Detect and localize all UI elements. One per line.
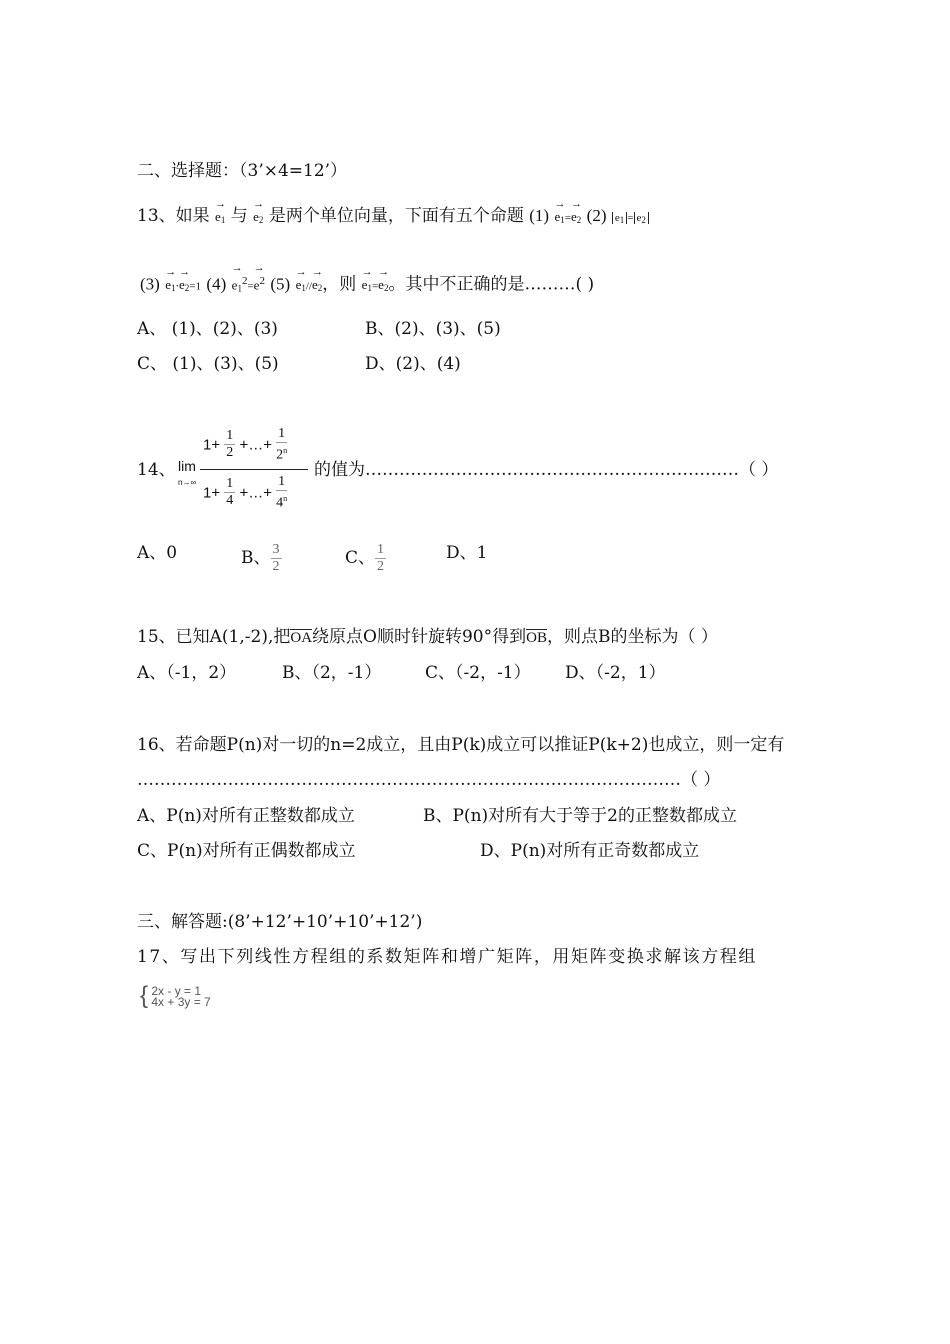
q16-option-c: C、P(n)对所有正偶数都成立 — [137, 841, 356, 861]
prop-5-c: → $e_1$ — [362, 274, 372, 299]
lim-numerator: 1+ $\frac{1}{2}$ +…+ $\frac{1}{2^n}$ — [203, 426, 288, 463]
lim-symbol: lim — [178, 458, 196, 474]
q14-option-a: A、0 — [137, 543, 178, 563]
q16-option-b: B、P(n)对所有大于等于2的正整数都成立 — [423, 806, 737, 826]
q13-and: 与 — [230, 206, 248, 226]
q15-stem: 15、已知A(1,-2),把OA绕原点O顺时针旋转90°得到OB，则点B的坐标为（ ） — [137, 627, 718, 647]
q14-option-c: C、 $\frac{1}{2}$ — [345, 542, 385, 574]
q16-stem-line-2: ……………………………………………………………………………………（ ） — [137, 770, 721, 790]
vector-e2: → $e_2$ — [253, 206, 263, 231]
q13-tail: 。其中不正确的是………( ) — [388, 274, 595, 295]
prop-4-eq: = — [247, 280, 254, 293]
q13-option-b: B、(2)、(3)、(5) — [365, 319, 501, 339]
numerator-pow: $\frac{1}{2^n}$ — [276, 426, 288, 463]
q17-equation-system: { 2x - y = 1 4x + 3y = 7 — [140, 982, 211, 1009]
q13-then: ，则 — [322, 274, 357, 295]
denominator-quarter: $\frac{1}{4}$ — [226, 476, 234, 509]
equation-2: 4x + 3y = 7 — [151, 995, 211, 1009]
prop-3-b: → $e_2$ — [179, 274, 189, 299]
q15-option-b: B、（2，-1） — [282, 663, 382, 683]
prop-1-rhs: → $e_2$ — [571, 206, 581, 231]
numerator-half: $\frac{1}{2}$ — [226, 428, 234, 461]
prop-4-label: (4) — [206, 274, 227, 294]
lim-subscript: n→∞ — [178, 478, 197, 487]
q16-option-d: D、P(n)对所有正奇数都成立 — [480, 841, 700, 861]
section-2-title: 二、选择题：（3’×4=12’） — [137, 161, 348, 181]
q13-option-a: A、 (1)、(2)、(3) — [137, 319, 278, 339]
q15-option-d: D、（-2，1） — [565, 663, 666, 683]
q14-number: 14、 — [137, 460, 176, 480]
option-c-fraction: $\frac{1}{2}$ — [377, 542, 385, 574]
option-b-fraction: $\frac{3}{2}$ — [272, 542, 280, 574]
q13-line-1 — [137, 205, 649, 231]
prop-2-eq: = — [627, 212, 634, 224]
q13-prefix: 13、如果 — [137, 206, 210, 226]
q16-option-a: A、P(n)对所有正整数都成立 — [137, 806, 355, 826]
vector-e1: → $e_1$ — [215, 206, 225, 231]
prop-5-a: → $e_1$ — [296, 274, 306, 299]
q14-option-b: B、 $\frac{3}{2}$ — [241, 542, 280, 574]
q17-stem: 17、写出下列线性方程组的系数矩阵和增广矩阵，用矩阵变换求解该方程组 — [137, 947, 758, 967]
prop-4-rhs: → $e^2$ — [254, 270, 265, 296]
prop-5-b: → $e_2$ — [312, 274, 322, 299]
vector-ob: OB — [526, 630, 547, 646]
prop-1-eq: = — [564, 212, 571, 224]
prop-3-eq: =1 — [189, 280, 202, 293]
prop-5-parallel: // — [305, 280, 312, 293]
prop-4-lhs: → $e_1^2$ — [232, 270, 248, 299]
q13-mid: 是两个单位向量，下面有五个命题 — [268, 206, 524, 226]
prop-3-label: (3) — [140, 274, 160, 294]
q14-option-d: D、1 — [446, 543, 488, 563]
prop-2-lhs: $e_1$ — [612, 212, 627, 224]
q13-option-d: D、(2)、(4) — [365, 354, 461, 374]
prop-5-eq: = — [371, 280, 379, 293]
prop-1-lhs: → $e_1$ — [554, 206, 564, 231]
prop-5-label: (5) — [270, 274, 291, 294]
q13-option-c: C、 (1)、(3)、(5) — [137, 354, 279, 374]
q15-option-c: C、（-2，-1） — [425, 663, 531, 683]
lim-fraction-bar — [200, 469, 308, 470]
section-3-title: 三、解答题:(8’+12’+10’+10’+12’) — [137, 912, 423, 932]
vector-oa: OA — [290, 630, 313, 646]
q13-line-2: $(3) \to e_1\cdot\to e_2=1$ $(4) \to e_1^2=\to e^2$ $(5) \to e_1//\to e_2$，则 → $e_1=\to e_2$。其中不正确的是………( ) — [140, 270, 594, 299]
prop-2-label: (2) — [586, 206, 607, 225]
q14-tail: 的值为…………………………………………………………（ ） — [314, 460, 779, 480]
denominator-pow: $\frac{1}{4^n}$ — [276, 474, 288, 511]
q15-option-a: A、（-1，2） — [137, 663, 237, 683]
lim-denominator: 1+ $\frac{1}{4}$ +…+ $\frac{1}{4^n}$ — [203, 474, 288, 511]
q16-stem-line-1: 16、若命题P(n)对一切的n=2成立，且由P(k)成立可以推证P(k+2)也成立，则一定有 — [137, 735, 785, 755]
prop-1-label: (1) — [529, 206, 550, 225]
equation-1: 2x - y = 1 — [151, 984, 202, 998]
prop-3-a: → $e_1$ — [165, 274, 175, 299]
prop-2-rhs: $e_2$ — [634, 212, 649, 224]
prop-5-d: → $e_2$ — [378, 274, 388, 299]
